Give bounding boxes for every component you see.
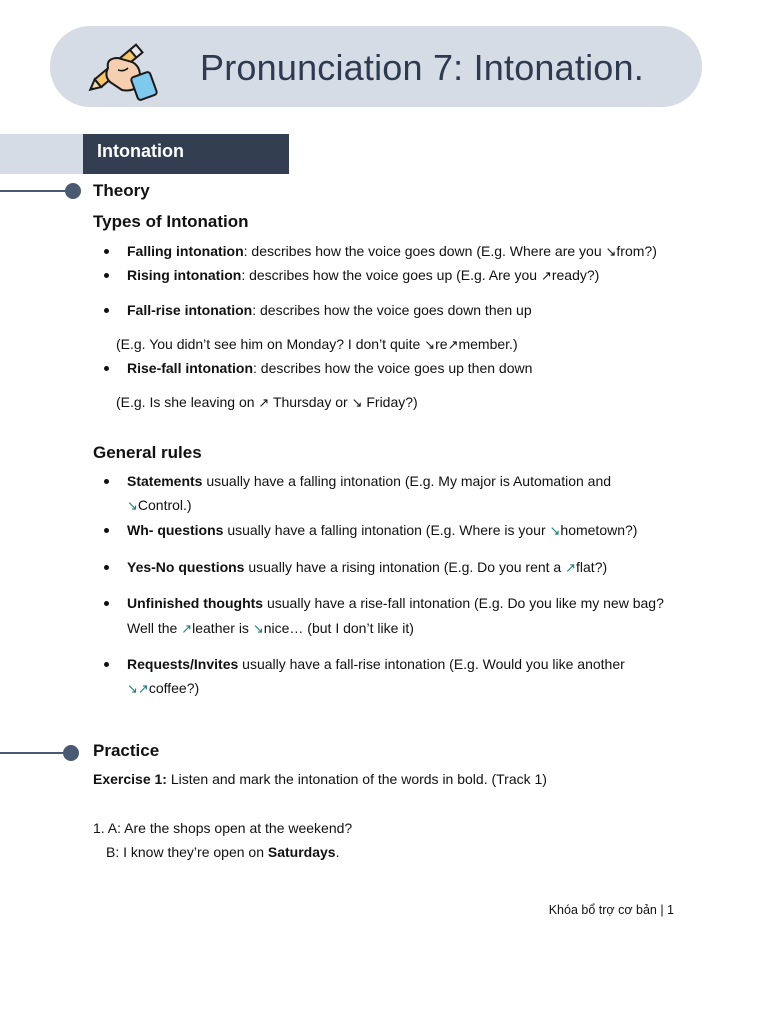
bullet-dot (104, 479, 109, 484)
page-footer: Khóa bổ trợ cơ bản | 1 (548, 903, 674, 917)
falling-intonation-item: Falling intonation: describes how the voice goes down (E.g. Where are you ↘from?) (127, 243, 657, 260)
practice-heading: Practice (93, 741, 160, 760)
falling-arrow-icon: ↘ (252, 622, 264, 637)
falling-arrow-icon: ↘ (127, 682, 138, 697)
timeline-dot-theory (65, 183, 81, 199)
timeline-line-practice (0, 752, 66, 754)
question-1-a: 1. A: Are the shops open at the weekend? (93, 820, 353, 836)
rise-fall-intonation-item: Rise-fall intonation: describes how the voice goes up then down (127, 360, 533, 376)
unfinished-thoughts-rule: Unfinished thoughts usually have a rise-fall intonation (E.g. Do you like my new bag? (127, 595, 664, 611)
types-heading: Types of Intonation (93, 212, 249, 231)
bullet-dot (104, 565, 109, 570)
falling-arrow-icon: ↘ (605, 245, 617, 260)
rising-arrow-icon: ↗ (137, 682, 149, 697)
rising-arrow-icon: ↗ (447, 338, 459, 353)
page-title: Pronunciation 7: Intonation. (200, 47, 644, 88)
falling-arrow-icon: ↘ (127, 499, 138, 514)
timeline-dot-practice (63, 745, 79, 761)
bullet-dot (104, 249, 109, 254)
unfinished-thoughts-rule-cont: Well the ↗leather is ↘nice… (but I don’t like it) (127, 620, 414, 637)
section-tab: Intonation (83, 134, 289, 174)
bullet-dot (104, 366, 109, 371)
bullet-dot (104, 308, 109, 313)
timeline-line-theory (0, 190, 66, 192)
statements-rule-cont: ↘Control.) (127, 497, 192, 514)
falling-arrow-icon: ↘ (549, 524, 561, 539)
rising-arrow-icon: ↗ (181, 622, 193, 637)
exercise-1-instruction: Exercise 1: Listen and mark the intonation of the words in bold. (Track 1) (93, 771, 547, 787)
yes-no-questions-rule: Yes-No questions usually have a rising intonation (E.g. Do you rent a ↗flat?) (127, 559, 608, 576)
rising-arrow-icon: ↗ (565, 561, 577, 576)
question-1-b: B: I know they’re open on Saturdays. (106, 844, 340, 860)
rising-intonation-item: Rising intonation: describes how the voice goes up (E.g. Are you ↗ready?) (127, 267, 600, 284)
bullet-dot (104, 528, 109, 533)
rise-fall-example: (E.g. Is she leaving on ↗ Thursday or ↘ Friday?) (116, 394, 418, 411)
theory-heading: Theory (93, 181, 150, 200)
rising-arrow-icon: ↗ (258, 396, 270, 411)
bullet-dot (104, 601, 109, 606)
title-banner (50, 26, 702, 107)
statements-rule: Statements usually have a falling intonation (E.g. My major is Automation and (127, 473, 612, 489)
wh-questions-rule: Wh- questions usually have a falling intonation (E.g. Where is your ↘hometown?) (127, 522, 638, 539)
hand-writing-pencil-icon (78, 28, 162, 104)
section-tab-accent (0, 134, 83, 174)
rising-arrow-icon: ↗ (540, 269, 552, 284)
fall-rise-example: (E.g. You didn’t see him on Monday? I don’t quite ↘re↗member.) (116, 336, 518, 353)
requests-invites-rule: Requests/Invites usually have a fall-rise intonation (E.g. Would you like another (127, 656, 625, 672)
requests-invites-rule-cont: ↘↗coffee?) (127, 680, 200, 697)
falling-arrow-icon: ↘ (424, 338, 436, 353)
bullet-dot (104, 662, 109, 667)
falling-arrow-icon: ↘ (351, 396, 363, 411)
bullet-dot (104, 273, 109, 278)
fall-rise-intonation-item: Fall-rise intonation: describes how the voice goes down then up (127, 302, 532, 318)
general-rules-heading: General rules (93, 443, 202, 462)
